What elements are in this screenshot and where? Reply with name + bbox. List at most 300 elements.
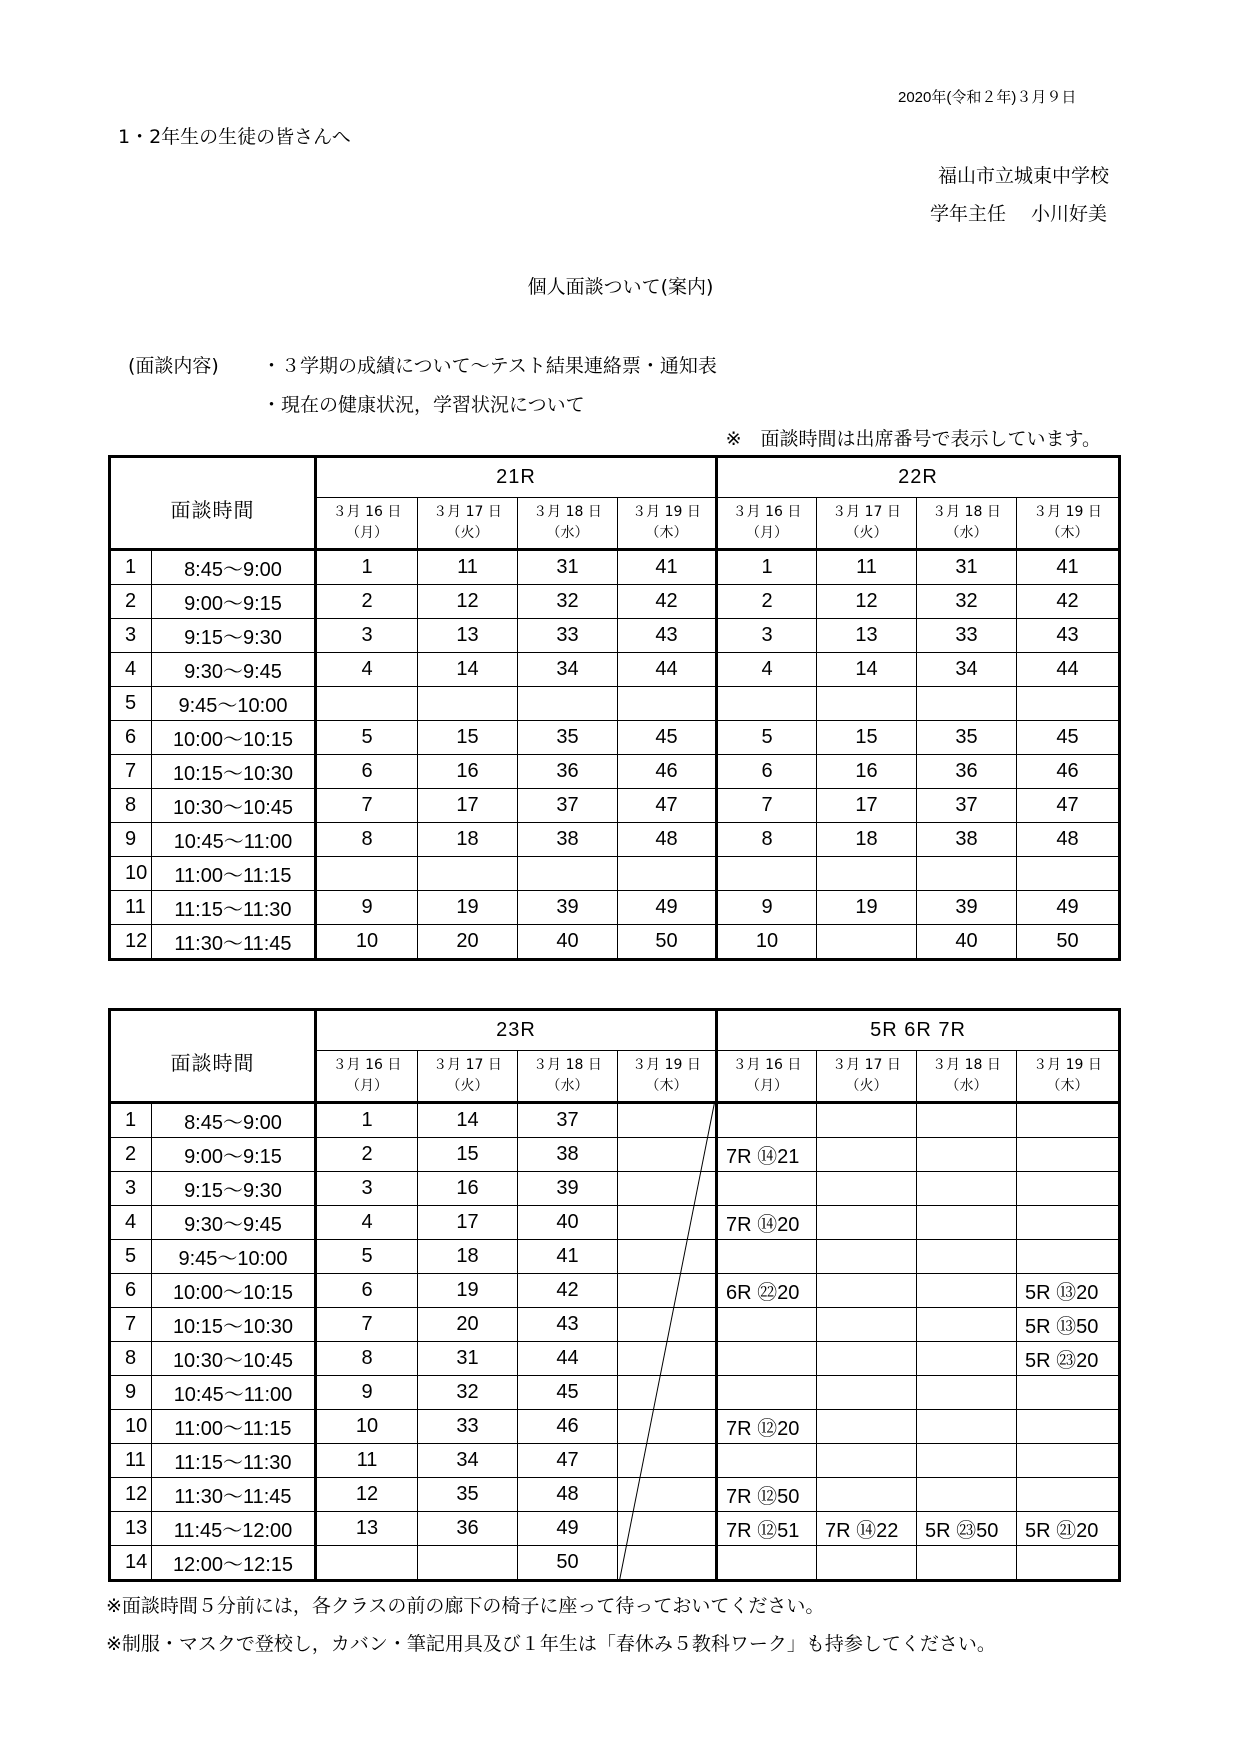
student-number-cell [618, 857, 717, 891]
time-slot: 11:30～11:45 [152, 1478, 316, 1512]
student-number-cell: 32 [418, 1376, 518, 1410]
slot-number: 5 [110, 1240, 152, 1274]
student-number-cell: 39 [917, 891, 1017, 925]
student-number-cell [1017, 1240, 1120, 1274]
student-number-cell: 7 [717, 789, 817, 823]
student-number-cell: 42 [1017, 585, 1120, 619]
time-slot: 11:15～11:30 [152, 891, 316, 925]
time-column-header: 面談時間 [110, 457, 316, 550]
slot-number: 13 [110, 1512, 152, 1546]
student-number-cell: 49 [518, 1512, 618, 1546]
student-number-cell: 6 [717, 755, 817, 789]
student-number-cell [917, 1206, 1017, 1240]
student-number-cell [917, 1274, 1017, 1308]
table-row [110, 1342, 1120, 1376]
student-number-cell: 43 [618, 619, 717, 653]
student-number-cell [1017, 1444, 1120, 1478]
student-number-cell: 32 [518, 585, 618, 619]
student-number-cell [1017, 1172, 1120, 1206]
student-number-cell [917, 1138, 1017, 1172]
student-number-cell: 8 [316, 823, 418, 857]
student-number-cell [817, 1206, 917, 1240]
table-row [110, 1240, 1120, 1274]
student-number-cell: 12 [418, 585, 518, 619]
table-row [110, 789, 1120, 823]
student-number-cell [1017, 857, 1120, 891]
student-number-cell [817, 1376, 917, 1410]
student-number-cell: 33 [518, 619, 618, 653]
student-number-cell: 36 [518, 755, 618, 789]
student-number-cell: 50 [618, 925, 717, 960]
date-label: ３月 18 日 [533, 504, 602, 520]
date-label: ３月 18 日 [932, 1057, 1001, 1073]
table-row [110, 550, 1120, 585]
date-header [316, 498, 418, 550]
student-number-cell: 17 [418, 789, 518, 823]
student-number-cell: 12 [817, 585, 917, 619]
student-number-cell: 3 [316, 619, 418, 653]
student-number-cell: 3 [717, 619, 817, 653]
student-number-cell: 7R ⑫51 [717, 1512, 817, 1546]
student-number-cell: 16 [418, 755, 518, 789]
student-number-cell: 5R ㉓20 [1017, 1342, 1120, 1376]
time-slot: 11:15～11:30 [152, 1444, 316, 1478]
date-header [1017, 1051, 1120, 1103]
student-number-cell: 50 [518, 1546, 618, 1581]
student-number-cell [618, 1274, 717, 1308]
student-number-cell: 1 [316, 1103, 418, 1138]
student-number-cell: 17 [817, 789, 917, 823]
student-number-cell: 48 [518, 1478, 618, 1512]
table-row [110, 619, 1120, 653]
weekday-label: （木） [1046, 1078, 1089, 1094]
table-row [110, 1376, 1120, 1410]
date-label: ３月 18 日 [533, 1057, 602, 1073]
student-number-cell: 48 [1017, 823, 1120, 857]
time-slot: 10:30～10:45 [152, 789, 316, 823]
time-slot: 9:30～9:45 [152, 1206, 316, 1240]
student-number-cell: 7R ⑭20 [717, 1206, 817, 1240]
slot-number: 10 [110, 1410, 152, 1444]
date-header [418, 1051, 518, 1103]
student-number-cell: 13 [316, 1512, 418, 1546]
student-number-cell [618, 1512, 717, 1546]
student-number-cell [717, 857, 817, 891]
student-number-cell: 33 [917, 619, 1017, 653]
student-number-cell: 41 [1017, 550, 1120, 585]
attendance-number-note: ※ 面談時間は出席番号で表示しています。 [725, 428, 1101, 450]
student-number-cell: 4 [316, 653, 418, 687]
student-number-cell: 41 [618, 550, 717, 585]
student-number-cell: 46 [1017, 755, 1120, 789]
student-number-cell: 7R ⑫50 [717, 1478, 817, 1512]
student-number-cell: 44 [618, 653, 717, 687]
student-number-cell: 38 [518, 823, 618, 857]
student-number-cell: 31 [418, 1342, 518, 1376]
student-number-cell: 5R ⑬20 [1017, 1274, 1120, 1308]
table-row [110, 1274, 1120, 1308]
student-number-cell [717, 687, 817, 721]
student-number-cell: 47 [518, 1444, 618, 1478]
date-header [717, 498, 817, 550]
date-label: ３月 17 日 [433, 1057, 502, 1073]
student-number-cell [817, 687, 917, 721]
time-slot: 10:00～10:15 [152, 721, 316, 755]
student-number-cell: 18 [418, 1240, 518, 1274]
student-number-cell: 44 [518, 1342, 618, 1376]
student-number-cell [618, 1206, 717, 1240]
student-number-cell: 14 [418, 1103, 518, 1138]
student-number-cell: 18 [817, 823, 917, 857]
student-number-cell [917, 1172, 1017, 1206]
weekday-label: （水） [945, 1078, 988, 1094]
table-row [110, 585, 1120, 619]
student-number-cell [618, 1444, 717, 1478]
student-number-cell: 9 [316, 891, 418, 925]
student-number-cell [618, 1342, 717, 1376]
student-number-cell [717, 1376, 817, 1410]
student-number-cell: 40 [917, 925, 1017, 960]
student-number-cell: 19 [817, 891, 917, 925]
weekday-label: （月） [746, 525, 789, 541]
time-slot: 10:30～10:45 [152, 1342, 316, 1376]
date-label: ３月 17 日 [832, 504, 901, 520]
table-row [110, 1410, 1120, 1444]
date-header [618, 498, 717, 550]
student-number-cell: 20 [418, 925, 518, 960]
student-number-cell [917, 1444, 1017, 1478]
date-label: ３月 19 日 [1033, 1057, 1102, 1073]
student-number-cell [618, 1478, 717, 1512]
table-row [110, 1546, 1120, 1581]
table-row [110, 1478, 1120, 1512]
student-number-cell: 7R ⑭22 [817, 1512, 917, 1546]
student-number-cell: 3 [316, 1172, 418, 1206]
student-number-cell: 2 [316, 585, 418, 619]
student-number-cell [817, 1410, 917, 1444]
slot-number: 7 [110, 1308, 152, 1342]
student-number-cell: 45 [518, 1376, 618, 1410]
student-number-cell [618, 1308, 717, 1342]
time-slot: 10:00～10:15 [152, 1274, 316, 1308]
student-number-cell: 43 [1017, 619, 1120, 653]
slot-number: 9 [110, 1376, 152, 1410]
schedule-table-21r-22r [108, 455, 1121, 961]
slot-number: 7 [110, 755, 152, 789]
weekday-label: （火） [845, 525, 888, 541]
table-row [110, 755, 1120, 789]
table-row [110, 1103, 1120, 1138]
student-number-cell [316, 687, 418, 721]
time-slot: 10:45～11:00 [152, 1376, 316, 1410]
slot-number: 3 [110, 619, 152, 653]
student-number-cell [518, 687, 618, 721]
student-number-cell: 7R ⑭21 [717, 1138, 817, 1172]
date-header [817, 1051, 917, 1103]
student-number-cell: 47 [618, 789, 717, 823]
recipient-line: 1・2年生の生徒の皆さんへ [118, 126, 351, 148]
student-number-cell: 39 [518, 1172, 618, 1206]
student-number-cell: 13 [418, 619, 518, 653]
student-number-cell: 19 [418, 1274, 518, 1308]
student-number-cell: 37 [917, 789, 1017, 823]
time-slot: 12:00～12:15 [152, 1546, 316, 1581]
slot-number: 6 [110, 721, 152, 755]
student-number-cell: 4 [316, 1206, 418, 1240]
time-slot: 10:15～10:30 [152, 755, 316, 789]
student-number-cell: 11 [418, 550, 518, 585]
student-number-cell [917, 1342, 1017, 1376]
student-number-cell: 16 [418, 1172, 518, 1206]
student-number-cell: 33 [418, 1410, 518, 1444]
student-number-cell [717, 1172, 817, 1206]
student-number-cell: 11 [316, 1444, 418, 1478]
time-slot: 9:00～9:15 [152, 1138, 316, 1172]
date-label: ３月 16 日 [732, 1057, 802, 1073]
table-row [110, 925, 1120, 960]
student-number-cell: 43 [518, 1308, 618, 1342]
student-number-cell [817, 1546, 917, 1581]
student-number-cell [817, 1103, 917, 1138]
student-number-cell: 49 [618, 891, 717, 925]
student-number-cell: 13 [817, 619, 917, 653]
slot-number: 3 [110, 1172, 152, 1206]
time-slot: 8:45～9:00 [152, 550, 316, 585]
student-number-cell [618, 1172, 717, 1206]
slot-number: 8 [110, 789, 152, 823]
document-title: 個人面談ついて(案内) [527, 276, 714, 298]
time-slot: 11:00～11:15 [152, 1410, 316, 1444]
weekday-label: （水） [945, 525, 988, 541]
date-header [917, 498, 1017, 550]
student-number-cell [917, 1103, 1017, 1138]
student-number-cell [917, 1478, 1017, 1512]
time-column-header: 面談時間 [110, 1010, 316, 1103]
weekday-label: （火） [446, 1078, 489, 1094]
table-row [110, 721, 1120, 755]
student-number-cell [917, 1240, 1017, 1274]
student-number-cell: 5R ㉓50 [917, 1512, 1017, 1546]
student-number-cell: 2 [717, 585, 817, 619]
student-number-cell: 36 [917, 755, 1017, 789]
class-group-header: 21R [316, 457, 717, 498]
student-number-cell [717, 1240, 817, 1274]
student-number-cell [1017, 1478, 1120, 1512]
student-number-cell [1017, 1138, 1120, 1172]
student-number-cell [618, 1410, 717, 1444]
weekday-label: （月） [346, 525, 388, 541]
student-number-cell [817, 1138, 917, 1172]
time-slot: 9:30～9:45 [152, 653, 316, 687]
student-number-cell [418, 857, 518, 891]
slot-number: 8 [110, 1342, 152, 1376]
student-number-cell: 46 [518, 1410, 618, 1444]
date-label: ３月 19 日 [632, 1057, 701, 1073]
student-number-cell [917, 687, 1017, 721]
student-number-cell [1017, 687, 1120, 721]
student-number-cell [316, 1546, 418, 1581]
student-number-cell: 48 [618, 823, 717, 857]
student-number-cell: 40 [518, 1206, 618, 1240]
student-number-cell: 11 [817, 550, 917, 585]
student-number-cell [917, 1546, 1017, 1581]
table-row [110, 687, 1120, 721]
student-number-cell: 37 [518, 789, 618, 823]
date-header [817, 498, 917, 550]
table-row [110, 1172, 1120, 1206]
content-item: ・３学期の成績について～テスト結果連絡票・通知表 [262, 355, 717, 377]
slot-number: 2 [110, 585, 152, 619]
student-number-cell: 38 [917, 823, 1017, 857]
date-label: ３月 19 日 [1033, 504, 1102, 520]
student-number-cell: 8 [717, 823, 817, 857]
date-label: ３月 16 日 [732, 504, 802, 520]
student-number-cell [817, 1274, 917, 1308]
student-number-cell: 5 [717, 721, 817, 755]
time-slot: 9:00～9:15 [152, 585, 316, 619]
footer-note: ※面談時間５分前には，各クラスの前の廊下の椅子に座って待っておいてください。 [106, 1595, 825, 1617]
student-number-cell: 45 [618, 721, 717, 755]
class-group-header: 22R [717, 457, 1120, 498]
time-slot: 9:15～9:30 [152, 619, 316, 653]
slot-number: 1 [110, 550, 152, 585]
student-number-cell: 35 [518, 721, 618, 755]
table-row [110, 1138, 1120, 1172]
school-name: 福山市立城東中学校 [937, 165, 1109, 187]
student-number-cell: 49 [1017, 891, 1120, 925]
slot-number: 2 [110, 1138, 152, 1172]
student-number-cell: 6 [316, 1274, 418, 1308]
date-header [316, 1051, 418, 1103]
student-number-cell [817, 857, 917, 891]
slot-number: 1 [110, 1103, 152, 1138]
student-number-cell [618, 1376, 717, 1410]
student-number-cell: 16 [817, 755, 917, 789]
student-number-cell [717, 1103, 817, 1138]
footer-note: ※制服・マスクで登校し，カバン・筆記用具及び１年生は「春休み５教科ワーク」も持参してください。 [106, 1633, 996, 1655]
student-number-cell [917, 1308, 1017, 1342]
student-number-cell: 14 [817, 653, 917, 687]
date-label: ３月 16 日 [332, 504, 402, 520]
weekday-label: （火） [446, 525, 489, 541]
student-number-cell: 39 [518, 891, 618, 925]
time-slot: 9:15～9:30 [152, 1172, 316, 1206]
student-number-cell: 6R ㉒20 [717, 1274, 817, 1308]
weekday-label: （木） [645, 525, 688, 541]
slot-number: 12 [110, 1478, 152, 1512]
student-number-cell: 34 [518, 653, 618, 687]
student-number-cell [717, 1444, 817, 1478]
student-number-cell [817, 1444, 917, 1478]
student-number-cell: 5 [316, 1240, 418, 1274]
date-label: ３月 19 日 [632, 504, 701, 520]
table-row [110, 1444, 1120, 1478]
table-row [110, 823, 1120, 857]
date-header [1017, 498, 1120, 550]
date-header [518, 498, 618, 550]
time-slot: 9:45～10:00 [152, 687, 316, 721]
table-row [110, 1206, 1120, 1240]
slot-number: 10 [110, 857, 152, 891]
student-number-cell: 50 [1017, 925, 1120, 960]
student-number-cell: 19 [418, 891, 518, 925]
student-number-cell [1017, 1376, 1120, 1410]
class-group-header: 23R [316, 1010, 717, 1051]
time-slot: 10:45～11:00 [152, 823, 316, 857]
student-number-cell [618, 687, 717, 721]
student-number-cell [717, 1342, 817, 1376]
student-number-cell: 40 [518, 925, 618, 960]
schedule-table-23r-5r6r7r [108, 1008, 1121, 1582]
time-slot: 10:15～10:30 [152, 1308, 316, 1342]
student-number-cell: 20 [418, 1308, 518, 1342]
table-row [110, 1512, 1120, 1546]
student-number-cell: 36 [418, 1512, 518, 1546]
student-number-cell [917, 857, 1017, 891]
student-number-cell: 12 [316, 1478, 418, 1512]
student-number-cell [817, 1342, 917, 1376]
table-row [110, 857, 1120, 891]
student-number-cell: 17 [418, 1206, 518, 1240]
student-number-cell [1017, 1546, 1120, 1581]
time-slot: 8:45～9:00 [152, 1103, 316, 1138]
student-number-cell [917, 1376, 1017, 1410]
date-header [917, 1051, 1017, 1103]
student-number-cell: 35 [418, 1478, 518, 1512]
date-label: ３月 16 日 [332, 1057, 402, 1073]
student-number-cell [817, 1240, 917, 1274]
time-slot: 9:45～10:00 [152, 1240, 316, 1274]
student-number-cell: 15 [817, 721, 917, 755]
student-number-cell: 37 [518, 1103, 618, 1138]
student-number-cell: 38 [518, 1138, 618, 1172]
student-number-cell [418, 687, 518, 721]
date-header [618, 1051, 717, 1103]
weekday-label: （月） [346, 1078, 388, 1094]
student-number-cell: 15 [418, 721, 518, 755]
time-slot: 11:00～11:15 [152, 857, 316, 891]
content-item: ・現在の健康状況，学習状況について [262, 394, 585, 416]
student-number-cell [1017, 1103, 1120, 1138]
student-number-cell: 1 [717, 550, 817, 585]
slot-number: 4 [110, 1206, 152, 1240]
student-number-cell: 7 [316, 1308, 418, 1342]
student-number-cell [1017, 1410, 1120, 1444]
student-number-cell: 32 [917, 585, 1017, 619]
student-number-cell [1017, 1206, 1120, 1240]
student-number-cell [618, 1138, 717, 1172]
student-number-cell: 42 [518, 1274, 618, 1308]
student-number-cell [917, 1410, 1017, 1444]
date-header [518, 1051, 618, 1103]
time-slot: 11:30～11:45 [152, 925, 316, 960]
table-row [110, 891, 1120, 925]
student-number-cell: 18 [418, 823, 518, 857]
student-number-cell [418, 1546, 518, 1581]
student-number-cell: 34 [917, 653, 1017, 687]
student-number-cell: 5 [316, 721, 418, 755]
student-number-cell [817, 1478, 917, 1512]
student-number-cell: 4 [717, 653, 817, 687]
student-number-cell [618, 1546, 717, 1581]
student-number-cell [618, 1103, 717, 1138]
weekday-label: （月） [746, 1078, 789, 1094]
student-number-cell [717, 1308, 817, 1342]
student-number-cell: 47 [1017, 789, 1120, 823]
student-number-cell: 6 [316, 755, 418, 789]
weekday-label: （木） [645, 1078, 688, 1094]
student-number-cell [618, 1240, 717, 1274]
